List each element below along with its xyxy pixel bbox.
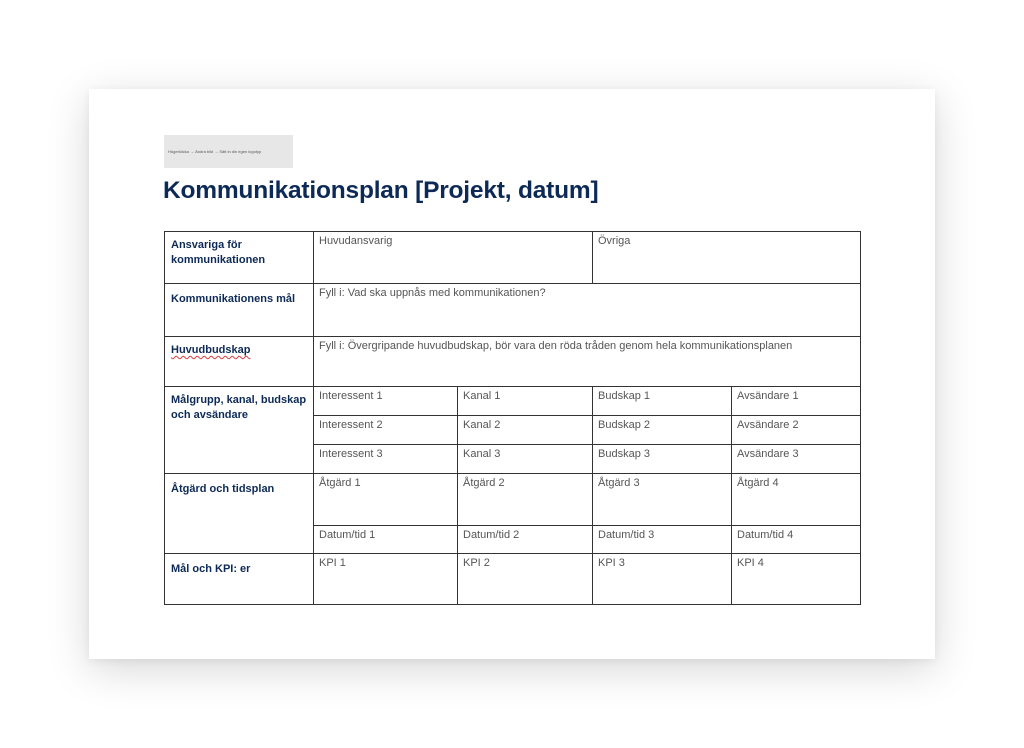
audience-label: Målgrupp, kanal, budskap och avsändare bbox=[165, 387, 314, 474]
table-cell[interactable]: KPI 2 bbox=[458, 554, 593, 605]
table-cell[interactable]: Avsändare 1 bbox=[732, 387, 861, 416]
table-cell[interactable]: Interessent 2 bbox=[314, 416, 458, 445]
table-cell[interactable]: Budskap 3 bbox=[593, 445, 732, 474]
table-row bbox=[165, 474, 861, 526]
table-cell[interactable]: KPI 1 bbox=[314, 554, 458, 605]
table-cell[interactable]: Interessent 3 bbox=[314, 445, 458, 474]
table-cell[interactable]: Kanal 2 bbox=[458, 416, 593, 445]
goal-cell[interactable]: Fyll i: Vad ska uppnås med kommunikationen? bbox=[314, 284, 861, 337]
table-cell[interactable]: Datum/tid 4 bbox=[732, 526, 861, 554]
table-row bbox=[165, 232, 861, 284]
table-row bbox=[165, 387, 861, 416]
table-cell[interactable]: KPI 4 bbox=[732, 554, 861, 605]
table-cell[interactable]: Interessent 1 bbox=[314, 387, 458, 416]
message-label bbox=[165, 337, 314, 387]
table-cell[interactable]: Kanal 1 bbox=[458, 387, 593, 416]
table-row bbox=[165, 554, 861, 605]
table-cell[interactable]: Datum/tid 1 bbox=[314, 526, 458, 554]
document-page bbox=[89, 89, 935, 659]
table-cell[interactable]: Åtgärd 4 bbox=[732, 474, 861, 526]
table-cell[interactable]: Budskap 2 bbox=[593, 416, 732, 445]
table-cell[interactable]: Kanal 3 bbox=[458, 445, 593, 474]
message-cell[interactable]: Fyll i: Övergripande huvudbudskap, bör vara den röda tråden genom hela kommunikationsplanen bbox=[314, 337, 861, 387]
other-responsible-cell[interactable]: Övriga bbox=[593, 232, 861, 284]
table-cell[interactable]: Budskap 1 bbox=[593, 387, 732, 416]
table-cell[interactable]: Åtgärd 2 bbox=[458, 474, 593, 526]
main-responsible-cell[interactable]: Huvudansvarig bbox=[314, 232, 593, 284]
actions-label: Åtgärd och tidsplan bbox=[165, 474, 314, 554]
kpi-label: Mål och KPI: er bbox=[165, 554, 314, 605]
table-cell[interactable]: Avsändare 2 bbox=[732, 416, 861, 445]
communication-plan-table bbox=[164, 231, 861, 605]
logo-placeholder[interactable]: Högerklicka → Ändra bild → Sätt in din egen logotyp bbox=[164, 135, 293, 168]
table-cell[interactable]: Datum/tid 3 bbox=[593, 526, 732, 554]
table-cell[interactable]: KPI 3 bbox=[593, 554, 732, 605]
table-cell[interactable]: Avsändare 3 bbox=[732, 445, 861, 474]
responsible-label: Ansvariga för kommunikationen bbox=[165, 232, 314, 284]
message-label-text: Huvudbudskap bbox=[171, 344, 251, 356]
goal-label: Kommunikationens mål bbox=[165, 284, 314, 337]
table-row bbox=[165, 337, 861, 387]
table-cell[interactable]: Datum/tid 2 bbox=[458, 526, 593, 554]
table-cell[interactable]: Åtgärd 3 bbox=[593, 474, 732, 526]
table-cell[interactable]: Åtgärd 1 bbox=[314, 474, 458, 526]
table-row bbox=[165, 284, 861, 337]
document-title: Kommunikationsplan [Projekt, datum] bbox=[163, 177, 599, 204]
